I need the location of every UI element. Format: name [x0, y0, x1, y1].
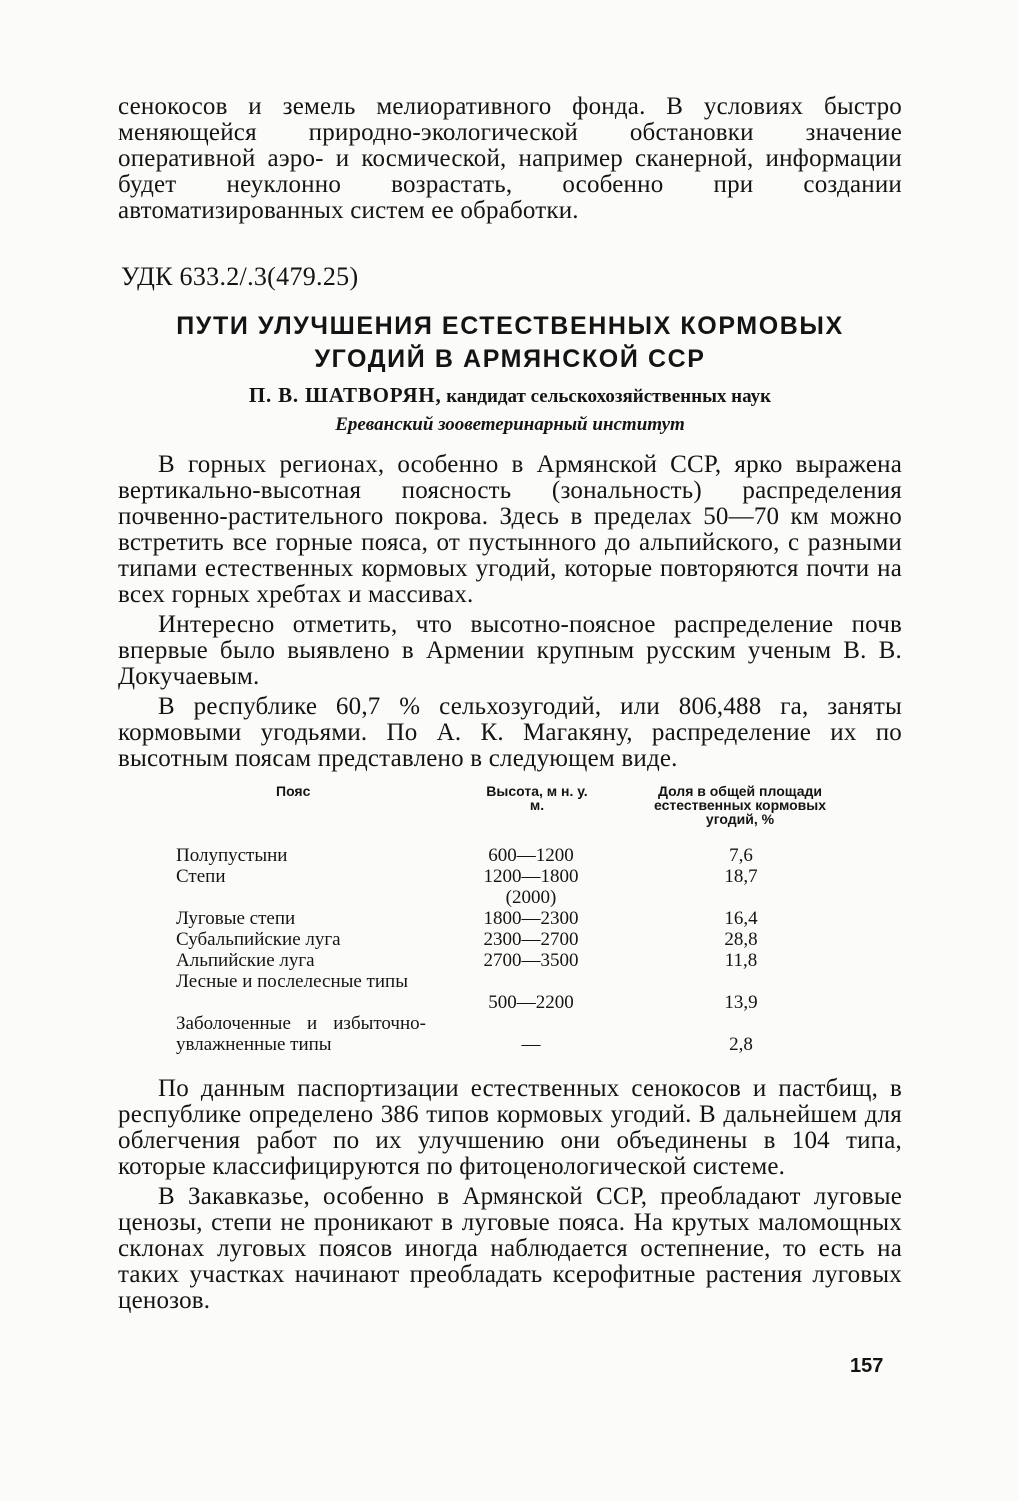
header-share: Доля в общей площади естественных кормовых угодий, % — [653, 783, 827, 827]
paragraph: В республике 60,7 % сельхозугодий, или 806,488 га, заняты кормовыми угодьями. По А. К. Магакяну, распределение их по высотным поясам представлено в следующем виде. — [118, 693, 902, 772]
cell-height: 600—1200 — [488, 845, 574, 866]
udc-code: УДК 633.2/.3(479.25) — [121, 262, 359, 291]
cell-zone: Степи — [176, 866, 226, 887]
cell-zone: Луговые степи — [176, 908, 296, 929]
cell-height — [456, 866, 606, 908]
cell-share: 16,4 — [724, 908, 758, 929]
author-degree: кандидат сельскохозяйственных наук — [446, 386, 772, 407]
cell-share: 18,7 — [724, 866, 758, 887]
title-line-2: УГОДИЙ В АРМЯНСКОЙ ССР — [314, 345, 706, 373]
body-section-1 — [118, 452, 902, 772]
cell-zone: Полупустыни — [176, 845, 288, 866]
cell-zone: Лесные и послелесные типы — [176, 971, 408, 992]
article-title — [118, 310, 902, 376]
header-zone: Пояс — [276, 783, 311, 799]
cell-share: 7,6 — [729, 845, 753, 866]
header-height: Высота, м н. у. м. — [486, 783, 588, 813]
cell-height-range: 1200—1800 — [483, 866, 579, 887]
cell-height: 2700—3500 — [483, 950, 579, 971]
paragraph: По данным паспортизации естественных сенокосов и пастбищ, в республике определено 386 типов кормовых угодий. В дальнейшем для облегчения работ по их улучшению они объединены в 104 типа, которые классифицируются по фитоценологической системе. — [118, 1075, 902, 1180]
cell-share: 13,9 — [724, 992, 758, 1013]
paragraph: Интересно отметить, что высотно-поясное распределение почв впервые было выявлено в Армении крупным русским ученым В. В. Докучаевым. — [118, 611, 902, 690]
cell-height: — — [521, 1034, 541, 1055]
cell-zone: Заболоченные и избыточно-увлажненные типы — [176, 1013, 426, 1055]
cell-share: 11,8 — [724, 950, 758, 971]
paragraph: В Закавказье, особенно в Армянской ССР, преобладают луговые ценозы, степи не проникают в луговые пояса. На крутых маломощных склонах луговых поясов иногда наблюдается остепнение, то есть на таких участках начинают преобладать ксерофитные растения луговых ценозов. — [118, 1183, 902, 1314]
paragraph: В горных регионах, особенно в Армянской ССР, ярко выражена вертикально-высотная поясность (зональность) распределения почвенно-растительного покрова. Здесь в пределах 50—70 км можно встретить все горные пояса, от пустынного до альпийского, с разными типами естественных кормовых угодий, которые повторяются почти на всех горных хребтах и массивах. — [118, 451, 902, 608]
body-section-2 — [118, 1076, 902, 1314]
cell-share: 28,8 — [724, 929, 758, 950]
cell-zone: Субальпийские луга — [176, 929, 341, 950]
cell-height: 500—2200 — [488, 992, 574, 1013]
intro-text: сенокосов и земель мелиоративного фонда. В условиях быстро меняющейся природно-экологической обстановки значение оперативной аэро- и космической, например сканерной, информации будет неуклонно возрастать, особенно при создании автоматизированных систем ее обработки. — [118, 93, 902, 224]
author-institution: Ереванский зооветеринарный институт — [335, 414, 685, 435]
author-name: П. В. ШАТВОРЯН, — [248, 383, 442, 407]
title-line-1: ПУТИ УЛУЧШЕНИЯ ЕСТЕСТВЕННЫХ КОРМОВЫХ — [176, 312, 844, 340]
cell-share: 2,8 — [729, 1034, 753, 1055]
cell-height: 2300—2700 — [483, 929, 579, 950]
cell-height: 1800—2300 — [483, 908, 579, 929]
intro-paragraph — [118, 94, 902, 224]
page-number: 157 — [850, 1355, 884, 1377]
author-line — [118, 383, 902, 408]
cell-zone: Альпийские луга — [176, 950, 315, 971]
cell-height-extra: (2000) — [505, 887, 557, 908]
